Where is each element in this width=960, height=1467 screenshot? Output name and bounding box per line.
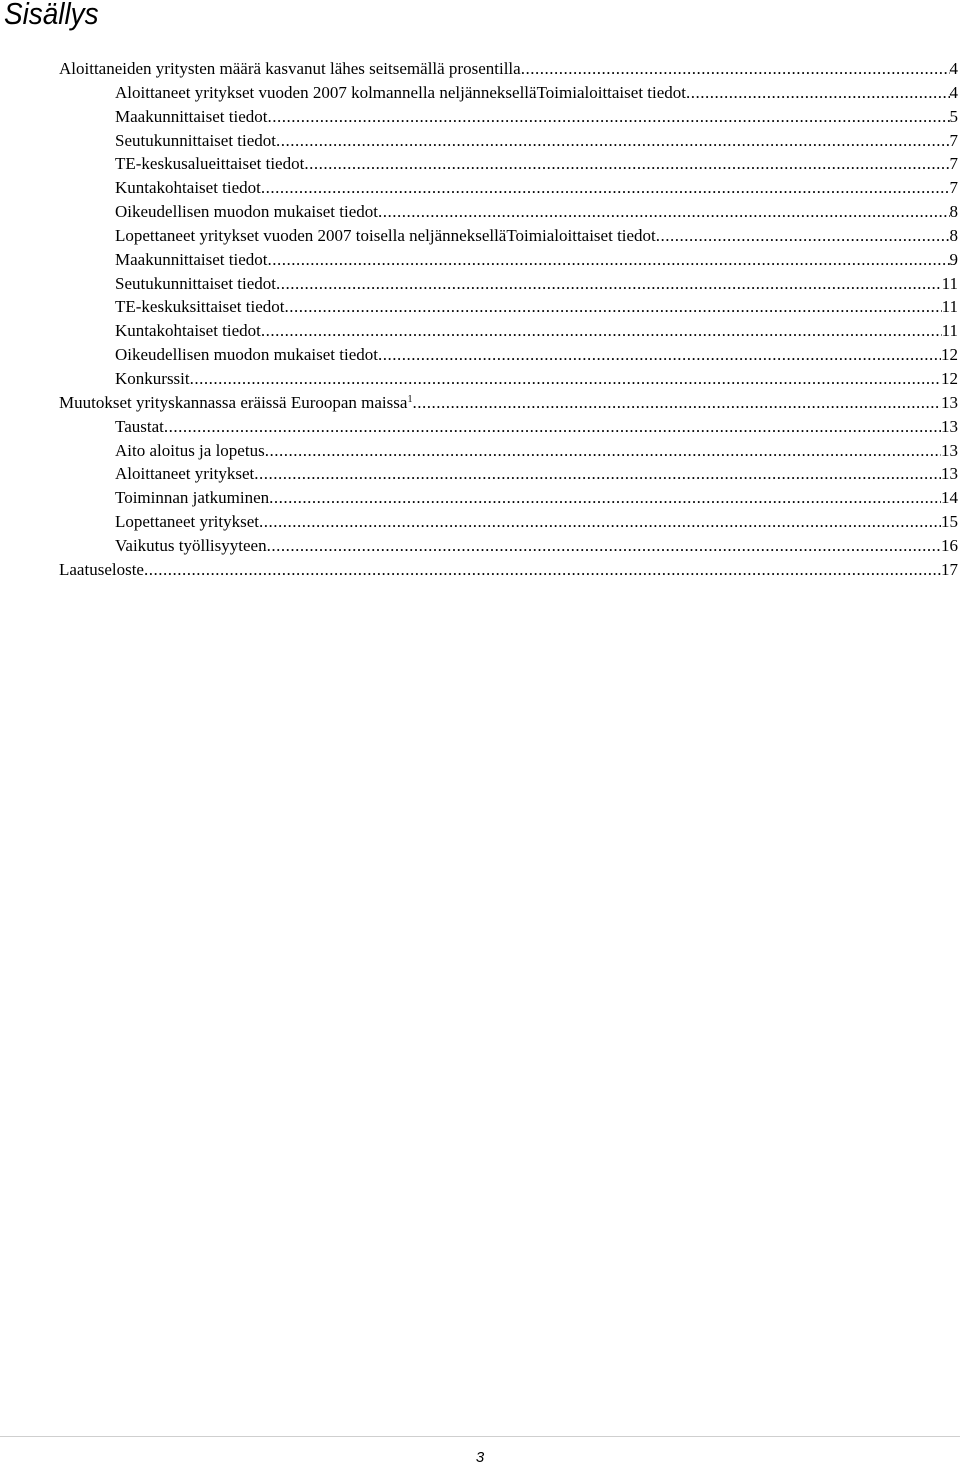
toc-entry-title-text: TE-keskusalueittaiset tiedot (115, 154, 305, 174)
toc-entry[interactable] (0, 295, 958, 319)
toc-entry-page-number: 13 (941, 416, 958, 436)
toc-entry-title-text: Aloittaneiden yritysten määrä kasvanut lähes seitsemällä prosentilla (59, 59, 521, 78)
toc-dot-leader (412, 391, 941, 415)
toc-entry-title (115, 439, 265, 463)
page-number: 3 (475, 1449, 485, 1466)
toc-entry[interactable] (0, 510, 958, 534)
toc-entry[interactable] (0, 224, 958, 248)
toc-entry-page-number: 13 (941, 464, 958, 484)
toc-entry[interactable] (0, 81, 958, 105)
toc-entry[interactable] (0, 391, 958, 415)
toc-dot-leader (686, 81, 949, 105)
toc-entry-title-text: Aito aloitus ja lopetus (115, 440, 265, 460)
toc-entry[interactable] (0, 272, 958, 296)
toc-entry-title (115, 486, 269, 510)
toc-entry[interactable] (0, 534, 958, 558)
toc-entry-title-text: Lopettaneet yritykset vuoden 2007 toisella neljännekselläToimialoittaiset tiedot (115, 225, 656, 245)
toc-entry-title-text: Maakunnittaiset tiedot (115, 106, 268, 126)
toc-entry-title (59, 57, 521, 81)
toc-dot-leader (304, 152, 949, 176)
toc-entry-title (115, 510, 259, 534)
toc-dot-leader (261, 319, 942, 343)
toc-entry-title-text: Seutukunnittaiset tiedot (115, 273, 277, 293)
toc-entry-page-number: 11 (941, 321, 958, 341)
toc-entry-title (115, 415, 164, 439)
toc-entry[interactable] (0, 57, 958, 81)
toc-entry-page-number: 4 (949, 59, 958, 78)
toc-dot-leader (656, 224, 950, 248)
toc-entry-title-text: Muutokset yrityskannassa eräissä Euroopan maissa (59, 392, 408, 412)
toc-dot-leader (521, 57, 950, 81)
toc-dot-leader (276, 272, 942, 296)
toc-entry-page-number: 4 (949, 82, 958, 102)
toc-entry[interactable] (0, 129, 958, 153)
toc-entry-title-text: Kuntakohtaiset tiedot (115, 321, 261, 341)
toc-entry-title (115, 81, 686, 105)
toc-entry-footnote-mark: 1 (407, 393, 413, 405)
toc-dot-leader (261, 176, 950, 200)
toc-dot-leader (276, 129, 949, 153)
toc-entry-page-number: 13 (941, 392, 958, 412)
toc-dot-leader (190, 367, 941, 391)
table-of-contents (0, 57, 958, 582)
toc-dot-leader (285, 295, 942, 319)
toc-entry-title (59, 391, 412, 415)
toc-entry-title-text: Laatuseloste (59, 559, 144, 579)
toc-entry[interactable] (0, 439, 958, 463)
toc-entry-page-number: 5 (949, 106, 958, 126)
toc-dot-leader (254, 462, 941, 486)
toc-entry-title (115, 462, 254, 486)
toc-dot-leader (378, 200, 950, 224)
toc-entry-page-number: 11 (941, 273, 958, 293)
toc-entry-title (115, 248, 268, 272)
toc-dot-leader (265, 439, 941, 463)
toc-entry[interactable] (0, 486, 958, 510)
toc-dot-leader (268, 248, 950, 272)
toc-entry-page-number: 8 (949, 202, 958, 222)
toc-entry[interactable] (0, 105, 958, 129)
toc-entry-page-number: 7 (949, 154, 958, 174)
toc-entry-title-text: Kuntakohtaiset tiedot (115, 178, 261, 198)
toc-entry[interactable] (0, 462, 958, 486)
toc-entry[interactable] (0, 558, 958, 582)
toc-dot-leader (259, 510, 941, 534)
toc-entry-title-text: Lopettaneet yritykset (115, 512, 259, 532)
toc-entry[interactable] (0, 152, 958, 176)
page-title: Sisällys (4, 0, 99, 31)
toc-entry-title (59, 558, 144, 582)
toc-entry-title (115, 319, 261, 343)
toc-entry-title (115, 343, 378, 367)
toc-entry-title-text: TE-keskuksittaiset tiedot (115, 297, 285, 317)
toc-entry-page-number: 16 (941, 535, 958, 555)
toc-entry-title (115, 152, 304, 176)
toc-entry[interactable] (0, 176, 958, 200)
toc-entry-title-text: Seutukunnittaiset tiedot (115, 130, 277, 150)
toc-entry-title-text: Vaikutus työllisyyteen (115, 535, 267, 555)
toc-dot-leader (268, 105, 950, 129)
toc-entry-title-text: Maakunnittaiset tiedot (115, 249, 268, 269)
toc-entry[interactable] (0, 415, 958, 439)
toc-entry[interactable] (0, 200, 958, 224)
toc-entry-title-text: Taustat (115, 416, 164, 436)
toc-entry-title-text: Toiminnan jatkuminen (115, 488, 270, 508)
toc-entry-page-number: 12 (941, 368, 958, 388)
toc-entry-title (115, 295, 285, 319)
toc-entry[interactable] (0, 319, 958, 343)
toc-entry-page-number: 7 (949, 130, 958, 150)
toc-entry-title-text: Aloittaneet yritykset (115, 464, 255, 484)
toc-entry-page-number: 9 (949, 249, 958, 269)
toc-entry-page-number: 12 (941, 345, 958, 365)
toc-entry-page-number: 11 (941, 297, 958, 317)
toc-entry-page-number: 7 (949, 178, 958, 198)
toc-entry[interactable] (0, 248, 958, 272)
toc-entry-page-number: 13 (941, 440, 958, 460)
toc-entry-title (115, 272, 276, 296)
toc-dot-leader (267, 534, 941, 558)
toc-entry[interactable] (0, 367, 958, 391)
toc-entry-title (115, 105, 268, 129)
toc-entry-title-text: Oikeudellisen muodon mukaiset tiedot (115, 202, 378, 222)
toc-dot-leader (164, 415, 941, 439)
toc-entry-title-text: Oikeudellisen muodon mukaiset tiedot (115, 345, 378, 365)
toc-entry-page-number: 15 (941, 512, 958, 532)
toc-entry-title (115, 534, 267, 558)
toc-entry-page-number: 8 (949, 225, 958, 245)
toc-entry-page-number: 17 (941, 559, 958, 579)
toc-entry-title (115, 224, 656, 248)
toc-dot-leader (269, 486, 941, 510)
toc-entry-title (115, 176, 261, 200)
toc-entry-page-number: 14 (941, 488, 958, 508)
toc-entry-title (115, 367, 190, 391)
toc-entry-title (115, 200, 378, 224)
toc-dot-leader (378, 343, 941, 367)
toc-entry-title (115, 129, 276, 153)
footer-divider (0, 1436, 960, 1437)
toc-entry-title-text: Konkurssit (115, 368, 190, 388)
toc-entry[interactable] (0, 343, 958, 367)
toc-dot-leader (144, 558, 941, 582)
toc-entry-title-text: Aloittaneet yritykset vuoden 2007 kolmannella neljännekselläToimialoittaiset tiedot (115, 82, 687, 102)
